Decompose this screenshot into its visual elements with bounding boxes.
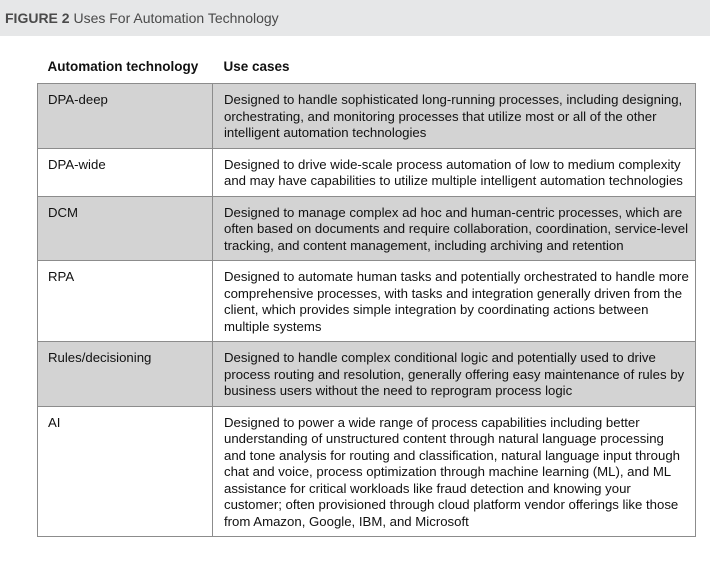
table-body <box>38 84 696 537</box>
figure-title: Uses For Automation Technology <box>73 10 279 26</box>
column-header-use-cases: Use cases <box>223 59 290 74</box>
table-row <box>38 261 696 342</box>
technology-cell: DCM <box>38 196 213 261</box>
table-row <box>38 406 696 537</box>
automation-table-container <box>37 56 695 537</box>
technology-cell: RPA <box>38 261 213 342</box>
use-case-cell: Designed to power a wide range of process capabilities including better understanding of unstructured content through natural language processing and tone analysis for routing and classification, natural language input through chat and voice, process optimization through machine learning (ML), and ML assistance for critical workloads like fraud detection and knowing your customer; often provisioned through cloud platform vendor offerings like those from Amazon, Google, IBM, and Microsoft <box>213 406 696 537</box>
technology-cell: DPA-wide <box>38 148 213 196</box>
figure-label: FIGURE 2 <box>5 10 70 26</box>
technology-cell: DPA-deep <box>38 84 213 149</box>
technology-cell: Rules/decisioning <box>38 342 213 407</box>
use-case-cell: Designed to handle sophisticated long-running processes, including designing, orchestrating, and monitoring processes that utilize most or all of the other intelligent automation technologies <box>213 84 696 149</box>
column-header-technology: Automation technology <box>47 59 199 74</box>
table-header <box>38 56 696 84</box>
use-case-cell: Designed to handle complex conditional logic and potentially used to drive process routing and resolution, generally offering easy maintenance of rules by business users without the need to reprogram process logic <box>213 342 696 407</box>
automation-table <box>37 56 696 537</box>
table-row <box>38 342 696 407</box>
table-row <box>38 84 696 149</box>
use-case-cell: Designed to automate human tasks and potentially orchestrated to handle more comprehensive processes, with tasks and integration generally driven from the client, which provides simple integration by coordinating actions between multiple systems <box>213 261 696 342</box>
use-case-cell: Designed to manage complex ad hoc and human-centric processes, which are often based on documents and require collaboration, coordination, service-level tracking, and content management, including archiving and retention <box>213 196 696 261</box>
header-row <box>38 56 696 84</box>
figure-header <box>0 0 710 36</box>
table-row <box>38 148 696 196</box>
use-case-cell: Designed to drive wide-scale process automation of low to medium complexity and may have capabilities to utilize multiple intelligent automation technologies <box>213 148 696 196</box>
table-row <box>38 196 696 261</box>
technology-cell: AI <box>38 406 213 537</box>
